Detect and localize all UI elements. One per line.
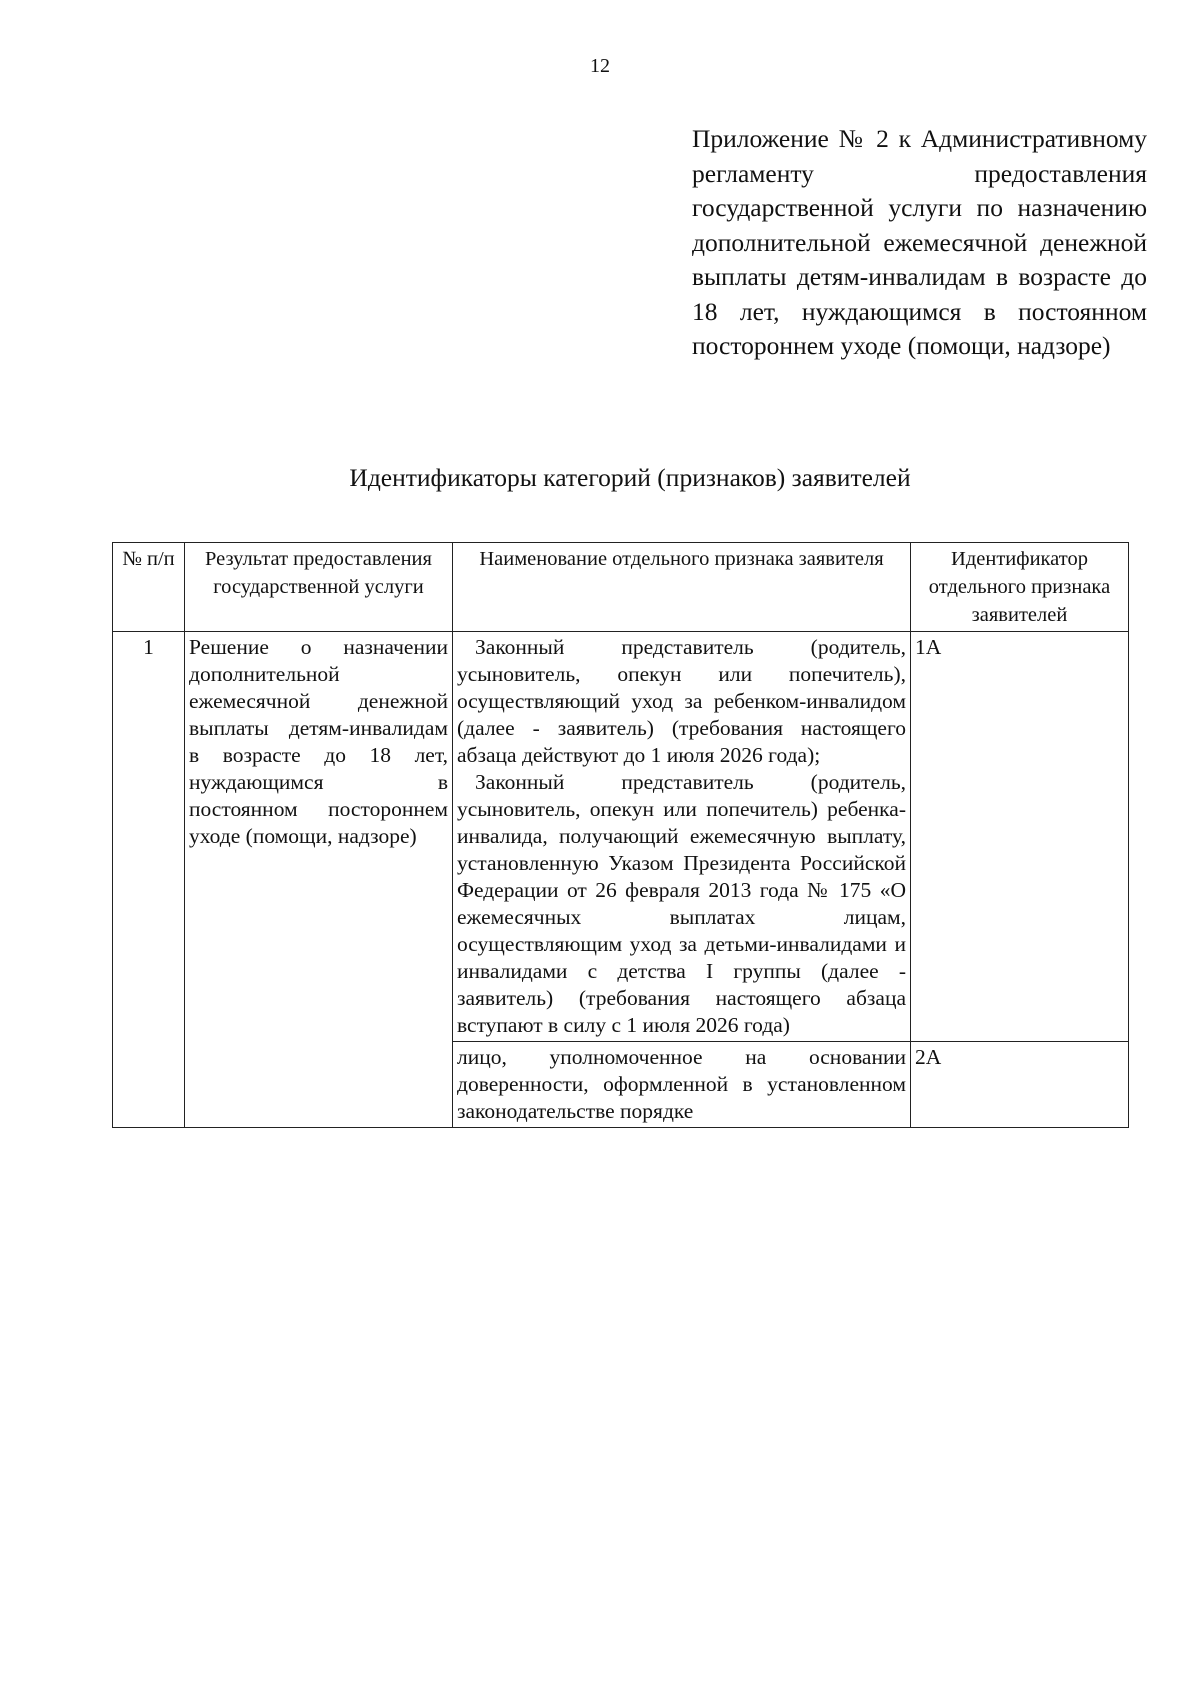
identifiers-table [112,542,1129,1128]
header-identifier: Идентификатор отдельного признака заявителей [911,543,1129,632]
feature-cell-2 [453,1042,911,1128]
row-num-cell: 1 [113,632,185,1128]
annex-heading: Приложение № 2 к Административному регламенту предоставления государственной услуги по назначению дополнительной ежемесячной денежной выплаты детям-инвалидам в возрасте до 18 лет, нуждающимся в постоянном постороннем уходе (помощи, надзоре) [692,124,1147,360]
page-number: 12 [590,55,610,77]
header-feature: Наименование отдельного признака заявителя [453,543,911,632]
feature-paragraph: лицо, уполномоченное на основании доверенности, оформленной в установленном законодательстве порядке [457,1045,906,1123]
feature-paragraph: Законный представитель (родитель, усыновитель, опекун или попечитель), осуществляющий уход за ребенком-инвалидом (далее - заявитель) (требования настоящего абзаца действуют до 1 июля 2026 года); [457,635,906,767]
identifier-cell-1: 1А [911,632,1129,1042]
header-result: Результат предоставления государственной услуги [185,543,453,632]
identifier-cell-2: 2А [911,1042,1129,1128]
feature-paragraph: Законный представитель (родитель, усыновитель, опекун или попечитель) ребенка-инвалида, получающий ежемесячную выплату, установленную Указом Президента Российской Федерации от 26 февраля 2013 года № 175 «О ежемесячных выплатах лицам, осуществляющим уход за детьми-инвалидами и инвалидами с детства I группы (далее - заявитель) (требования настоящего абзаца вступают в силу с 1 июля 2026 года) [457,770,906,1037]
document-title: Идентификаторы категорий (признаков) заявителей [349,463,911,492]
feature-cell-1 [453,632,911,1042]
header-num: № п/п [113,543,185,632]
row-result-cell: Решение о назначении дополнительной ежемесячной денежной выплаты детям-инвалидам в возрасте до 18 лет, нуждающимся в постоянном постороннем уходе (помощи, надзоре) [185,632,453,1128]
table-header-row [113,543,1129,632]
table-row [113,632,1129,1042]
